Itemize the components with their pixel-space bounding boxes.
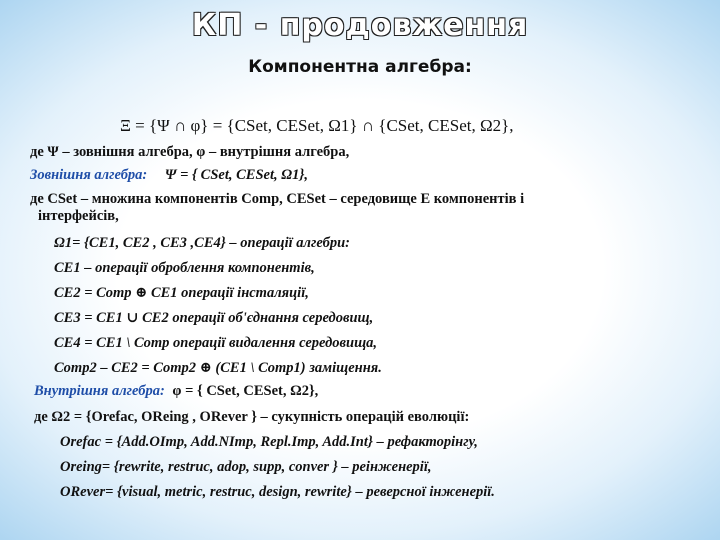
omega1-operations: Ω1= {CE1, CE2 , CE3 ,CE4} – операції алгебри: (54, 235, 350, 251)
page-subtitle: Компонентна алгебра: (248, 57, 472, 77)
ce2-line: CE2 = Comp ⊕ CE1 операції інсталяції, (54, 285, 309, 301)
external-algebra-value: Ψ = { CSet, CESet, Ω1}, (164, 167, 308, 183)
replacement-line: Comp2 – CE2 = Comp2 ⊕ (CE1 \ Comp1) заміщення. (54, 360, 382, 376)
ce4-line: CE4 = CE1 \ Comp операції видалення середовища, (54, 335, 378, 351)
algebra-formula: Ξ = {Ψ ∩ φ} = {CSet, CESet, Ω1} ∩ {CSet, CESet, Ω2}, (120, 116, 514, 135)
definition-line-2 (30, 166, 308, 184)
ce3-line: CE3 = CE1 ∪ CE2 операції об'єднання середовищ, (54, 310, 374, 326)
page-title: КП - продовження (191, 8, 529, 43)
ce1-line: CE1 – операції оброблення компонентів, (54, 260, 315, 276)
orever-line: ORever= {visual, metric, restruc, design, rewrite} – реверсної інженерії. (60, 484, 495, 500)
definition-line-3b: інтерфейсів, (38, 208, 119, 224)
external-algebra-label: Зовнішня алгебра: (30, 167, 148, 183)
internal-algebra-line (34, 382, 318, 400)
definition-line-3: де CSet – множина компонентів Comp, CESet – середовище E компонентів і (30, 191, 525, 207)
oreing-line: Oreing= {rewrite, restruc, adop, supp, conver } – реінженерії, (60, 459, 432, 475)
orefac-line: Orefac = {Add.OImp, Add.NImp, Repl.Imp, Add.Int} – рефакторінгу, (60, 434, 478, 450)
omega2-line: де Ω2 = {Orefac, OReing , ORever } – сукупність операцій еволюції: (34, 409, 470, 425)
definition-line-1: де Ψ – зовнішня алгебра, φ – внутрішня алгебра, (30, 144, 350, 160)
internal-algebra-value: φ = { CSet, CESet, Ω2}, (172, 383, 319, 399)
internal-algebra-label: Внутрішня алгебра: (34, 383, 165, 399)
